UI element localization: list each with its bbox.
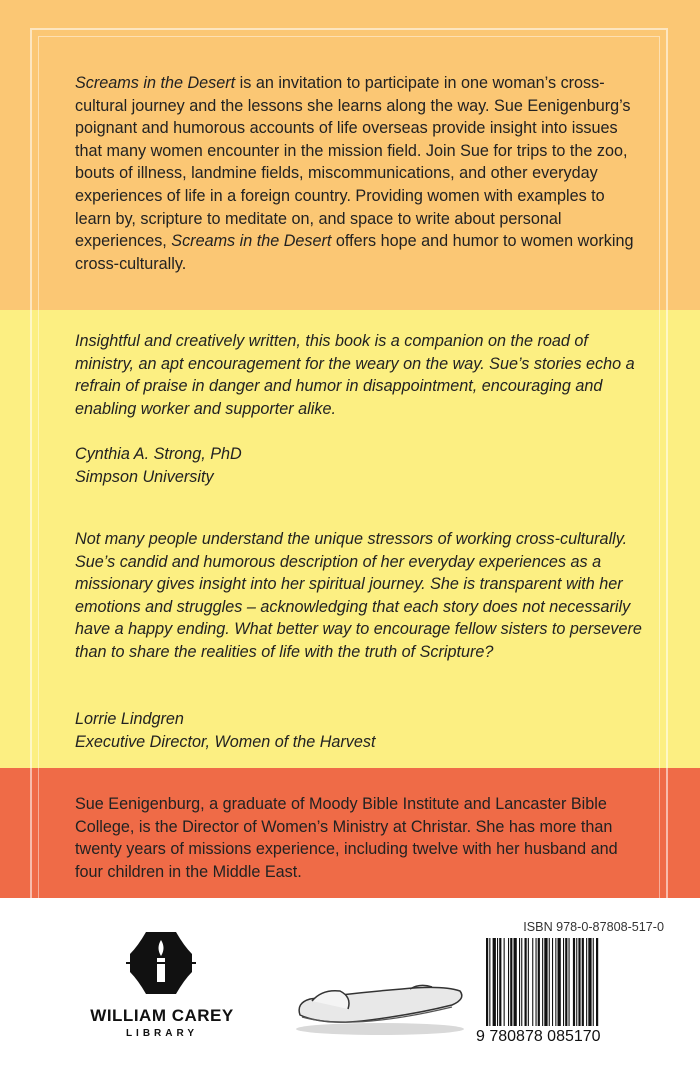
publisher-subname: LIBRARY <box>125 1028 199 1039</box>
blurb-title-2: Screams in the Desert <box>171 232 332 251</box>
endorser-name: Cynthia A. Strong, PhD <box>75 445 242 463</box>
endorsement-attribution <box>75 708 645 753</box>
endorser-affiliation: Executive Director, Women of the Harvest <box>75 732 376 751</box>
endorsement-quote: Not many people understand the unique stressors of working cross-culturally. Sue’s candid and humorous description of her everyday experiences as a missionary gives insight into her spiritual journey. She is transparent with her emotions and struggles – acknowledging that each story does not necessarily have a happy ending. What better way to encourage fellow sisters to persevere than to share the realities of life with the truth of Scripture? <box>75 530 642 661</box>
blurb-title: Screams in the Desert <box>75 74 236 92</box>
publisher-logo <box>70 928 260 1048</box>
book-blurb <box>75 72 645 275</box>
endorser-name: Lorrie Lindgren <box>75 710 184 728</box>
publisher-name: WILLIAM CAREY <box>90 1006 234 1025</box>
isbn-label: ISBN 978-0-87808-517-0 <box>523 920 664 934</box>
barcode <box>476 938 664 1038</box>
sandal-illustration-icon <box>292 975 468 1037</box>
endorser-affiliation: Simpson University <box>75 467 214 486</box>
endorsement-attribution <box>75 443 645 488</box>
endorsement-quote: Insightful and creatively written, this book is a companion on the road of ministry, an apt encouragement for the weary on the way. Sue’s stories echo a refrain of praise in danger and humor in disappointment, encouraging and enabling worker and supporter alike. <box>75 332 635 418</box>
barcode-digits: 9 780878 085170 <box>476 1028 601 1045</box>
author-bio: Sue Eenigenburg, a graduate of Moody Bible Institute and Lancaster Bible College, is the Director of Women’s Ministry at Christar. She has more than twenty years of missions experience, including twelve with her husband and four children in the Middle East. <box>75 795 618 881</box>
blurb-text-1: is an invitation to participate in one woman’s cross-cultural journey and the lessons she learns along the way. Sue Eenigenburg’s poignant and humorous accounts of life overseas provide insight into issues that many women encounter in the mission field. Join Sue for trips to the zoo, bouts of illness, landmine fields, miscommunications, and other everyday experiences of life in a foreign country. Providing women with examples to learn by, scripture to meditate on, and space to write about personal experiences, <box>75 74 631 251</box>
blurb-text-2: offers hope and humor to women working cross-culturally. <box>75 232 634 273</box>
candle-logo-icon <box>126 932 196 994</box>
